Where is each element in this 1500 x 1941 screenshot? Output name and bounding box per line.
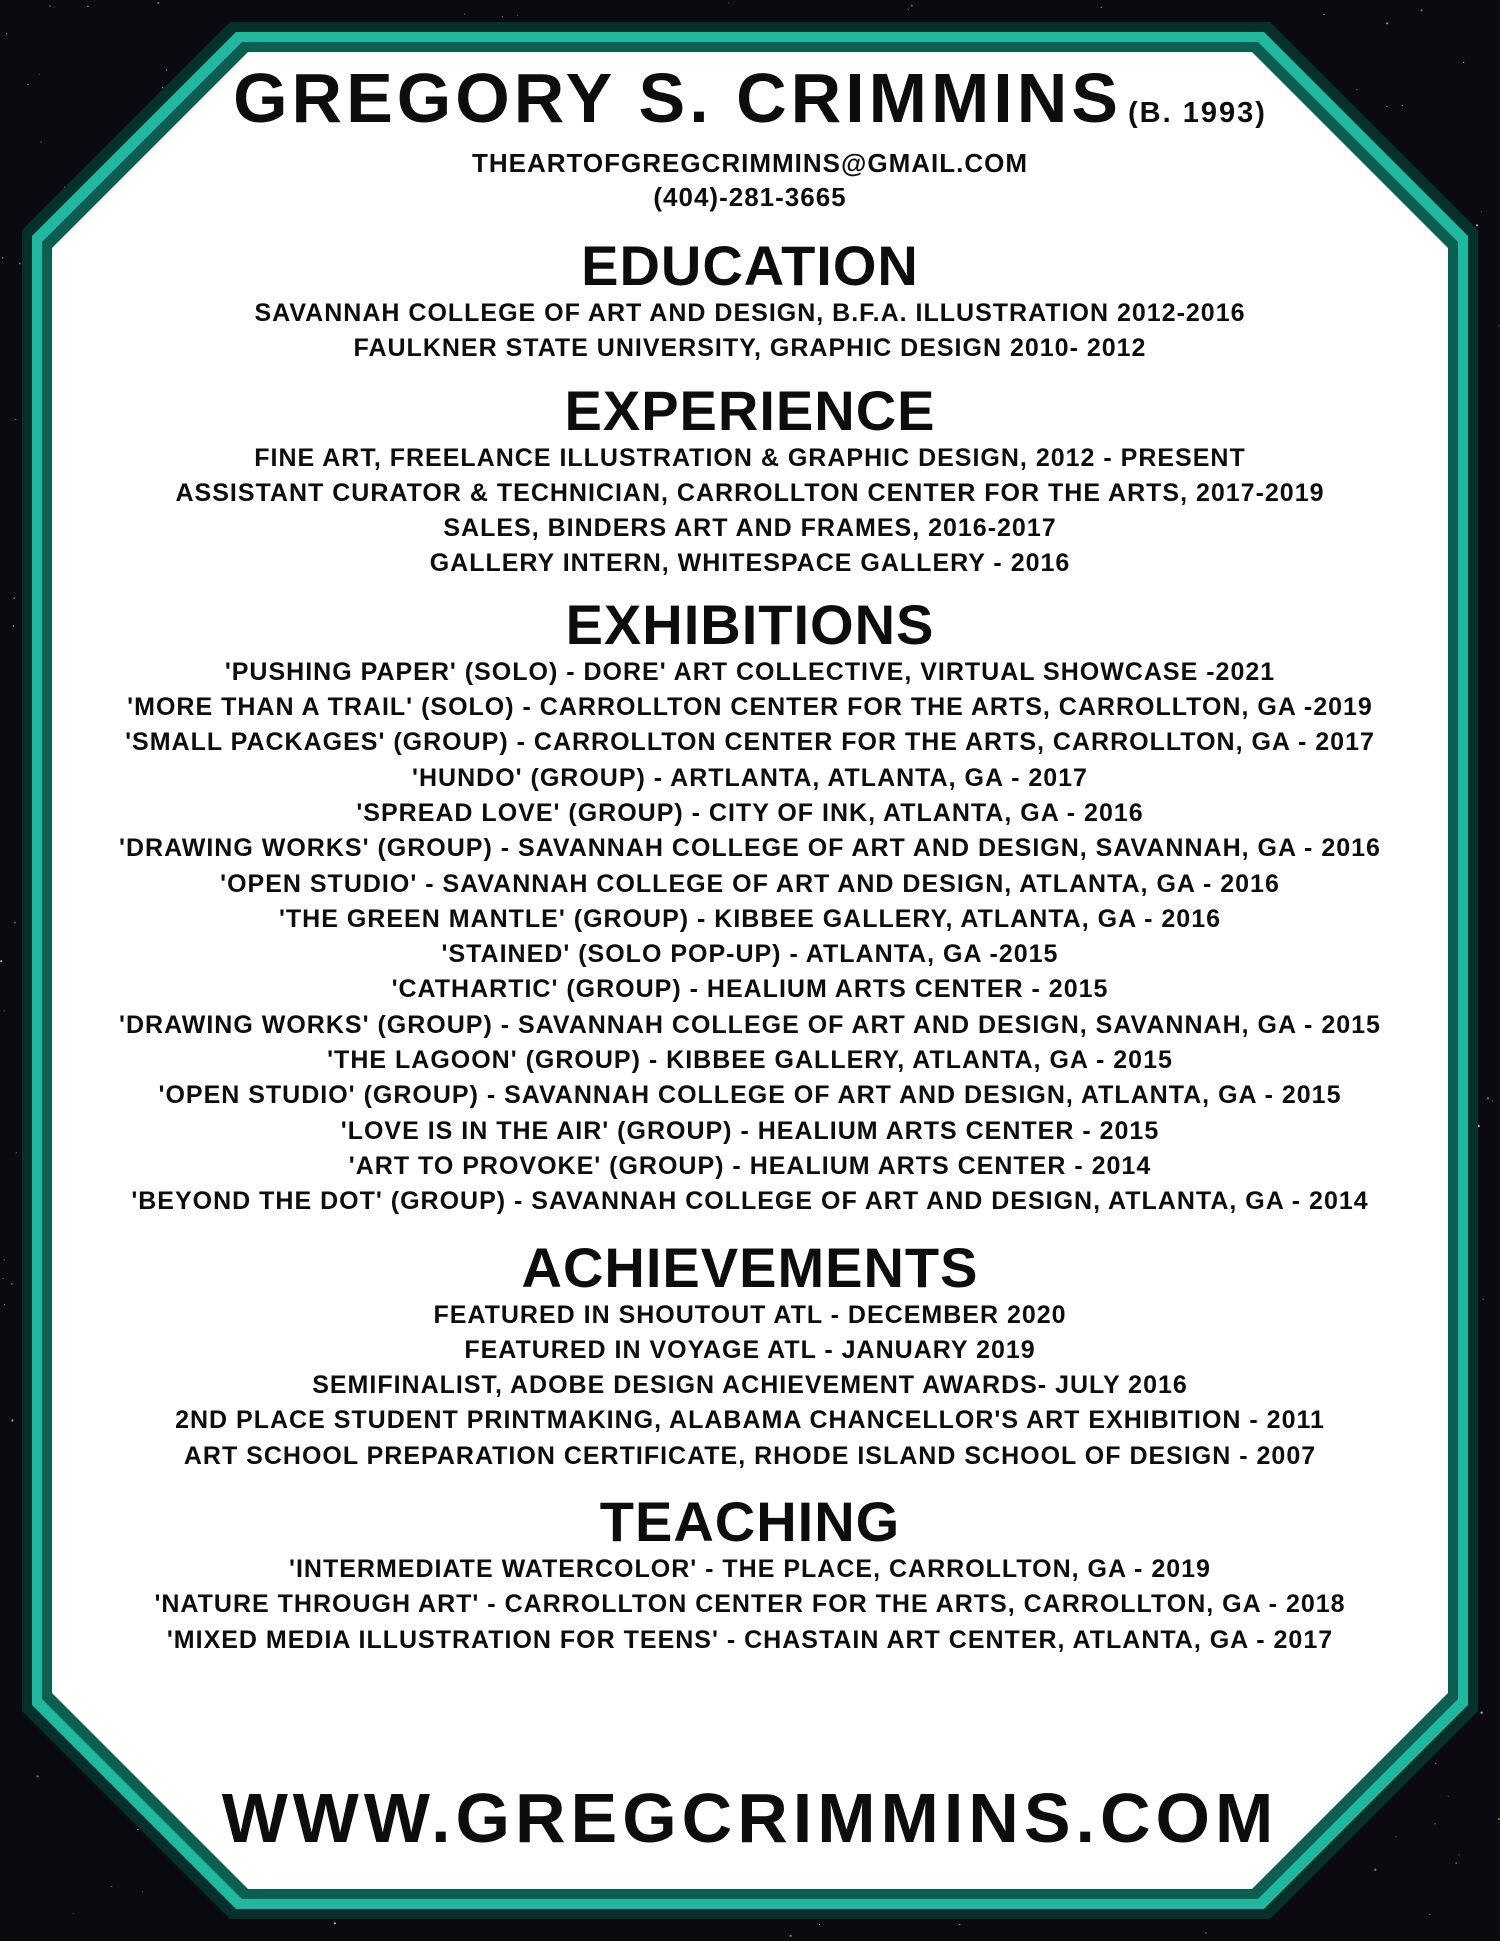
list-item: SEMIFINALIST, ADOBE DESIGN ACHIEVEMENT AWARDS- JULY 2016 [312,1371,1188,1400]
star [4,1010,5,1011]
star [1481,1712,1483,1714]
star [49,5,50,6]
section-title-education: EDUCATION [581,234,919,297]
star [2,257,3,258]
star [1481,211,1482,212]
list-item: SALES, BINDERS ART AND FRAMES, 2016-2017 [443,514,1057,543]
section-title-exhibitions: EXHIBITIONS [565,592,935,656]
star [908,9,909,10]
exhibitions-section [110,592,1390,1220]
star [502,16,503,17]
list-item: SAVANNAH COLLEGE OF ART AND DESIGN, B.F.A. ILLUSTRATION 2012-2016 [254,299,1246,327]
list-item: 'OPEN STUDIO' - SAVANNAH COLLEGE OF ART AND DESIGN, ATLANTA, GA - 2016 [220,869,1280,898]
star [53,7,54,8]
list-item: 'LOVE IS IN THE AIR' (GROUP) - HEALIUM ARTS CENTER - 2015 [340,1116,1160,1145]
list-item: 'SPREAD LOVE' (GROUP) - CITY OF INK, ATLANTA, GA - 2016 [356,798,1144,827]
star [1420,9,1422,11]
star [39,74,40,75]
experience-list [110,441,1390,582]
star [1476,224,1478,226]
website-link[interactable]: WWW.GREGCRIMMINS.COM [221,1779,1279,1857]
name-header [110,58,1390,146]
star [4,1259,5,1260]
star [464,14,465,15]
star [1434,1823,1435,1824]
list-item: 'BEYOND THE DOT' (GROUP) - SAVANNAH COLLEGE OF ART AND DESIGN, ATLANTA, GA - 2014 [131,1187,1369,1216]
list-item: 'MIXED MEDIA ILLUSTRATION FOR TEENS' - CHASTAIN ART CENTER, ATLANTA, GA - 2017 [166,1625,1334,1654]
star [819,1924,820,1925]
star [1386,22,1388,24]
star [1205,1932,1206,1933]
section-title-achievements: ACHIEVEMENTS [521,1235,979,1299]
resume-document [110,50,1390,1910]
star [87,6,88,7]
star [37,1775,39,1777]
list-item: 'DRAWING WORKS' (GROUP) - SAVANNAH COLLEGE OF ART AND DESIGN, SAVANNAH, GA - 2015 [119,1010,1381,1039]
section-title-experience: EXPERIENCE [564,378,936,442]
star [1429,1914,1430,1915]
list-item: 'OPEN STUDIO' (GROUP) - SAVANNAH COLLEGE OF ART AND DESIGN, ATLANTA, GA - 2015 [158,1081,1342,1110]
star [13,625,14,626]
list-item: 'SMALL PACKAGES' (GROUP) - CARROLLTON CENTER FOR THE ARTS, CARROLLTON, GA - 2017 [125,728,1375,757]
achievements-list [110,1298,1390,1474]
list-item: 'NATURE THROUGH ART' - CARROLLTON CENTER FOR THE ARTS, CARROLLTON, GA - 2018 [154,1590,1346,1619]
achievements-section [110,1235,1390,1474]
list-item: 'PUSHING PAPER' (SOLO) - DORE' ART COLLECTIVE, VIRTUAL SHOWCASE -2021 [224,657,1276,686]
list-item: 'STAINED' (SOLO POP-UP) - ATLANTA, GA -2015 [441,940,1059,969]
star [1487,1097,1489,1099]
star [11,1283,12,1284]
experience-section [110,378,1390,582]
star [959,1924,960,1925]
list-item: FAULKNER STATE UNIVERSITY, GRAPHIC DESIGN 2010- 2012 [353,334,1147,363]
star [1463,62,1464,63]
star [4,1304,5,1305]
star [1483,1299,1484,1300]
star [334,1922,336,1924]
list-item: GALLERY INTERN, WHITESPACE GALLERY - 2016 [429,549,1071,578]
list-item: 'HUNDO' (GROUP) - ARTLANTA, ATLANTA, GA - 2017 [412,763,1088,792]
artist-name: GREGORY S. CRIMMINS [233,59,1122,137]
star [11,1419,13,1421]
star [790,1935,792,1937]
star [728,3,729,4]
phone-number: (404)-281-3665 [653,182,847,212]
star [16,1152,17,1153]
star [6,33,7,34]
star [1101,7,1102,8]
star [1395,1836,1396,1837]
star [1458,1854,1459,1855]
list-item: FINE ART, FREELANCE ILLUSTRATION & GRAPHIC DESIGN, 2012 - PRESENT [254,443,1246,472]
list-item: 'INTERMEDIATE WATERCOLOR' - THE PLACE, CARROLLTON, GA - 2019 [289,1555,1211,1584]
star [1435,1763,1436,1764]
section-title-teaching: TEACHING [599,1490,901,1554]
star [1402,105,1403,106]
star [73,1913,74,1914]
birth-year: (B. 1993) [1127,97,1267,129]
star [41,141,42,142]
star [517,15,518,16]
star [14,598,15,599]
education-list [110,296,1390,367]
list-item: ART SCHOOL PREPARATION CERTIFICATE, RHODE ISLAND SCHOOL OF DESIGN - 2007 [183,1441,1317,1470]
star [19,263,20,264]
list-item: 'THE GREEN MANTLE' (GROUP) - KIBBEE GALLERY, ATLANTA, GA - 2016 [278,904,1222,933]
star [1456,1862,1457,1863]
star [1448,1796,1449,1797]
list-item: FEATURED IN SHOUTOUT ATL - DECEMBER 2020 [433,1300,1067,1329]
star [1324,14,1325,15]
teaching-section [110,1492,1390,1658]
list-item: 2ND PLACE STUDENT PRINTMAKING, ALABAMA CHANCELLOR'S ART EXHIBITION - 2011 [175,1406,1325,1435]
star [1498,325,1499,326]
education-section [110,236,1390,367]
star [1492,1100,1493,1101]
list-item: 'THE LAGOON' (GROUP) - KIBBEE GALLERY, ATLANTA, GA - 2015 [327,1046,1173,1075]
star [2,1278,3,1279]
list-item: ASSISTANT CURATOR & TECHNICIAN, CARROLLTON CENTER FOR THE ARTS, 2017-2019 [175,478,1325,507]
list-item: 'CATHARTIC' (GROUP) - HEALIUM ARTS CENTER - 2015 [391,975,1109,1004]
star [28,84,29,85]
email-address[interactable]: THEARTOFGREGCRIMMINS@GMAIL.COM [471,148,1029,178]
exhibitions-list [110,655,1390,1220]
star [911,5,913,7]
list-item: FEATURED IN VOYAGE ATL - JANUARY 2019 [464,1335,1036,1364]
list-item: 'DRAWING WORKS' (GROUP) - SAVANNAH COLLEGE OF ART AND DESIGN, SAVANNAH, GA - 2016 [119,834,1381,863]
list-item: 'ART TO PROVOKE' (GROUP) - HEALIUM ARTS CENTER - 2014 [348,1151,1152,1180]
star [0,960,2,962]
star [157,2,159,4]
star [14,922,16,924]
teaching-list [110,1552,1390,1658]
star [15,419,16,420]
list-item: 'MORE THAN A TRAIL' (SOLO) - CARROLLTON CENTER FOR THE ARTS, CARROLLTON, GA -2019 [127,693,1373,722]
